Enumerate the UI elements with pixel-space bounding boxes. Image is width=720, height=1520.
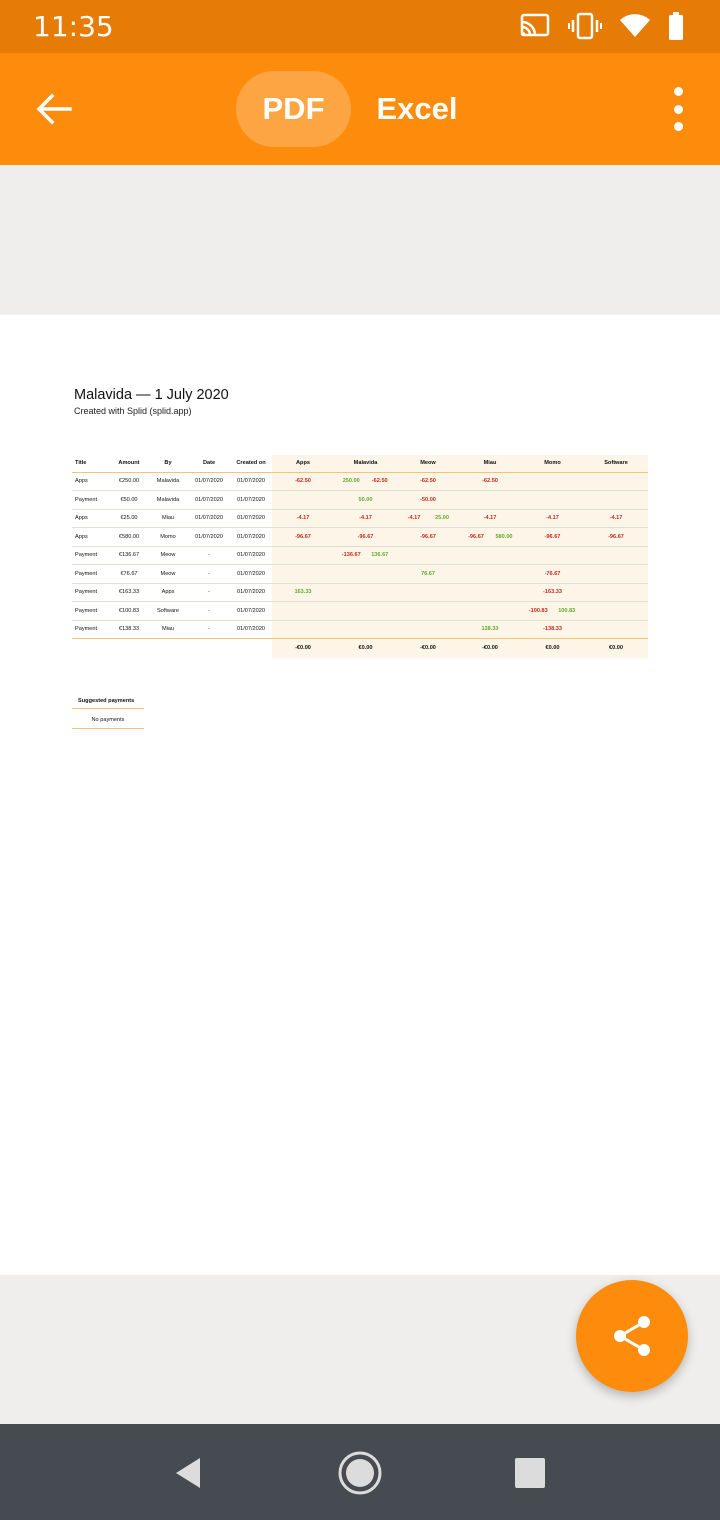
row-by: Malavida (148, 472, 188, 491)
member-balance-cell (521, 528, 584, 547)
table-row (72, 565, 648, 584)
member-balance-cell (272, 602, 334, 621)
member-balance-cell (459, 602, 521, 621)
table-row (72, 509, 648, 528)
balance-value: -138.33 (543, 626, 562, 633)
row-created-on: 01/07/2020 (230, 472, 272, 491)
balance-value: -96.67 (420, 533, 436, 540)
nav-back-button[interactable] (163, 1448, 213, 1498)
totals-row (72, 639, 648, 658)
table-header-row (72, 455, 648, 472)
row-amount: €100.83 (110, 602, 148, 621)
row-title: Payment (72, 565, 110, 584)
member-balance-cell (521, 509, 584, 528)
table-row (72, 546, 648, 565)
member-balance-cell (397, 546, 459, 565)
total-cell: -€0.00 (397, 639, 459, 658)
row-title: Payment (72, 602, 110, 621)
balance-value: -50.00 (420, 496, 436, 503)
member-balance-cell (272, 528, 334, 547)
balance-value: -4.17 (359, 515, 372, 522)
status-time: 11:35 (33, 10, 114, 43)
member-balance-cell (521, 583, 584, 602)
member-balance-cell (584, 491, 648, 510)
more-options-button[interactable] (666, 87, 690, 131)
row-title: Apps (72, 528, 110, 547)
total-cell: -€0.00 (272, 639, 334, 658)
balance-value: -62.50 (482, 478, 498, 485)
member-balance-cell (584, 546, 648, 565)
row-by: Miau (148, 620, 188, 639)
balance-value: 580.00 (495, 533, 513, 540)
member-balance-cell (397, 509, 459, 528)
row-amount: €250.00 (110, 472, 148, 491)
row-date: 01/07/2020 (188, 472, 230, 491)
row-title: Payment (72, 546, 110, 565)
member-balance-cell (521, 491, 584, 510)
member-balance-cell (272, 472, 334, 491)
document-title: Malavida — 1 July 2020 (74, 387, 229, 403)
col-member: Momo (521, 455, 584, 472)
tab-excel[interactable]: Excel (376, 91, 458, 126)
member-balance-cell (459, 528, 521, 547)
member-balance-cell (397, 491, 459, 510)
balance-value: -163.33 (543, 589, 562, 596)
member-balance-cell (459, 509, 521, 528)
col-created-on: Created on (230, 455, 272, 472)
member-balance-cell (459, 583, 521, 602)
member-balance-cell (272, 491, 334, 510)
arrow-left-icon (36, 93, 72, 125)
row-created-on: 01/07/2020 (230, 491, 272, 510)
member-balance-cell (272, 565, 334, 584)
row-by: Meow (148, 546, 188, 565)
member-balance-cell (459, 620, 521, 639)
row-created-on: 01/07/2020 (230, 509, 272, 528)
member-balance-cell (584, 509, 648, 528)
member-balance-cell (334, 565, 397, 584)
balance-value: 76.67 (421, 570, 435, 577)
row-date: - (188, 620, 230, 639)
row-amount: €138.33 (110, 620, 148, 639)
row-by: Software (148, 602, 188, 621)
row-created-on: 01/07/2020 (230, 620, 272, 639)
total-cell: €0.00 (521, 639, 584, 658)
member-balance-cell (584, 583, 648, 602)
row-by: Malavida (148, 491, 188, 510)
member-balance-cell (334, 509, 397, 528)
balance-value: -96.67 (357, 533, 374, 540)
row-title: Payment (72, 583, 110, 602)
row-by: Miau (148, 509, 188, 528)
member-balance-cell (272, 583, 334, 602)
balance-value: 163.33 (294, 589, 312, 596)
row-amount: €580.00 (110, 528, 148, 547)
balance-value: -96.67 (544, 533, 561, 540)
member-balance-cell (459, 472, 521, 491)
pdf-preview-page (0, 315, 720, 1275)
balance-value: -4.17 (483, 515, 497, 522)
member-balance-cell (397, 602, 459, 621)
row-created-on: 01/07/2020 (230, 528, 272, 547)
member-balance-cell (397, 565, 459, 584)
row-title: Apps (72, 509, 110, 528)
row-by: Momo (148, 528, 188, 547)
balance-value: -4.17 (407, 515, 421, 522)
suggested-payments (72, 698, 144, 729)
member-balance-cell (584, 620, 648, 639)
member-balance-cell (334, 583, 397, 602)
balance-value: -4.17 (609, 515, 623, 522)
cast-icon (520, 13, 550, 39)
member-balance-cell (584, 528, 648, 547)
balance-value: -62.50 (371, 478, 388, 485)
nav-back-icon (172, 1456, 204, 1490)
col-member: Meow (397, 455, 459, 472)
row-date: - (188, 602, 230, 621)
member-balance-cell (584, 472, 648, 491)
col-date: Date (188, 455, 230, 472)
balance-value: -62.50 (295, 478, 311, 485)
member-balance-cell (459, 491, 521, 510)
tab-pdf[interactable]: PDF (236, 71, 351, 147)
member-balance-cell (272, 620, 334, 639)
balance-value: -76.67 (544, 570, 561, 577)
row-amount: €50.00 (110, 491, 148, 510)
row-date: - (188, 565, 230, 584)
system-nav-bar (0, 1424, 720, 1520)
member-balance-cell (459, 546, 521, 565)
expenses-table (72, 455, 648, 658)
more-vert-icon (674, 87, 683, 96)
balance-value: 100.83 (558, 607, 576, 614)
col-by: By (148, 455, 188, 472)
member-balance-cell (334, 620, 397, 639)
col-member: Apps (272, 455, 334, 472)
member-balance-cell (334, 528, 397, 547)
row-date: 01/07/2020 (188, 509, 230, 528)
balance-value: -4.17 (546, 515, 559, 522)
balance-value: 138.33 (481, 626, 499, 633)
table-row (72, 620, 648, 639)
row-created-on: 01/07/2020 (230, 546, 272, 565)
row-title: Payment (72, 491, 110, 510)
row-amount: €25.00 (110, 509, 148, 528)
row-title: Apps (72, 472, 110, 491)
balance-value: 250.00 (342, 478, 360, 485)
member-balance-cell (397, 620, 459, 639)
back-button[interactable] (28, 83, 80, 135)
col-amount: Amount (110, 455, 148, 472)
row-amount: €163.33 (110, 583, 148, 602)
row-created-on: 01/07/2020 (230, 583, 272, 602)
member-balance-cell (334, 602, 397, 621)
balance-value: -136.67 (341, 552, 361, 559)
member-balance-cell (584, 602, 648, 621)
row-created-on: 01/07/2020 (230, 602, 272, 621)
member-balance-cell (584, 565, 648, 584)
total-cell: -€0.00 (459, 639, 521, 658)
row-created-on: 01/07/2020 (230, 565, 272, 584)
nav-recents-icon (514, 1457, 546, 1489)
member-balance-cell (521, 602, 584, 621)
balance-value: 50.00 (358, 496, 373, 503)
member-balance-cell (521, 565, 584, 584)
document-subtitle: Created with Splid (splid.app) (74, 406, 192, 416)
battery-icon (668, 12, 684, 40)
app-bar (0, 53, 720, 165)
col-title: Title (72, 455, 110, 472)
member-balance-cell (521, 472, 584, 491)
suggested-payments-empty: No payments (72, 709, 144, 729)
member-balance-cell (272, 509, 334, 528)
table-row (72, 472, 648, 491)
balance-value: -96.67 (608, 533, 624, 540)
share-icon (610, 1314, 654, 1358)
col-member: Software (584, 455, 648, 472)
suggested-payments-title: Suggested payments (72, 698, 144, 709)
row-date: - (188, 583, 230, 602)
balance-value: -96.67 (295, 533, 311, 540)
row-amount: €136.67 (110, 546, 148, 565)
nav-home-icon (337, 1450, 383, 1496)
total-cell: €0.00 (584, 639, 648, 658)
balance-value: -100.83 (528, 607, 548, 614)
row-by: Meow (148, 565, 188, 584)
vibrate-icon (568, 12, 602, 40)
table-row (72, 583, 648, 602)
col-member: Miau (459, 455, 521, 472)
member-balance-cell (397, 528, 459, 547)
col-member: Malavida (334, 455, 397, 472)
balance-value: -62.50 (420, 478, 436, 485)
member-balance-cell (272, 546, 334, 565)
nav-home-button[interactable] (335, 1448, 385, 1498)
member-balance-cell (334, 546, 397, 565)
member-balance-cell (397, 583, 459, 602)
nav-recents-button[interactable] (505, 1448, 555, 1498)
share-button[interactable] (576, 1280, 688, 1392)
row-date: - (188, 546, 230, 565)
member-balance-cell (459, 565, 521, 584)
member-balance-cell (334, 491, 397, 510)
row-amount: €76.67 (110, 565, 148, 584)
row-by: Apps (148, 583, 188, 602)
member-balance-cell (521, 546, 584, 565)
wifi-icon (620, 14, 650, 38)
status-icons (520, 12, 684, 40)
balance-value: -4.17 (296, 515, 310, 522)
table-row (72, 528, 648, 547)
balance-value: 25.00 (435, 515, 449, 522)
status-bar (0, 0, 720, 53)
table-row (72, 491, 648, 510)
table-row (72, 602, 648, 621)
balance-value: -96.67 (468, 533, 484, 540)
balance-value: 136.67 (371, 552, 389, 559)
row-title: Payment (72, 620, 110, 639)
total-cell: €0.00 (334, 639, 397, 658)
member-balance-cell (334, 472, 397, 491)
member-balance-cell (521, 620, 584, 639)
row-date: 01/07/2020 (188, 528, 230, 547)
row-date: 01/07/2020 (188, 491, 230, 510)
member-balance-cell (397, 472, 459, 491)
